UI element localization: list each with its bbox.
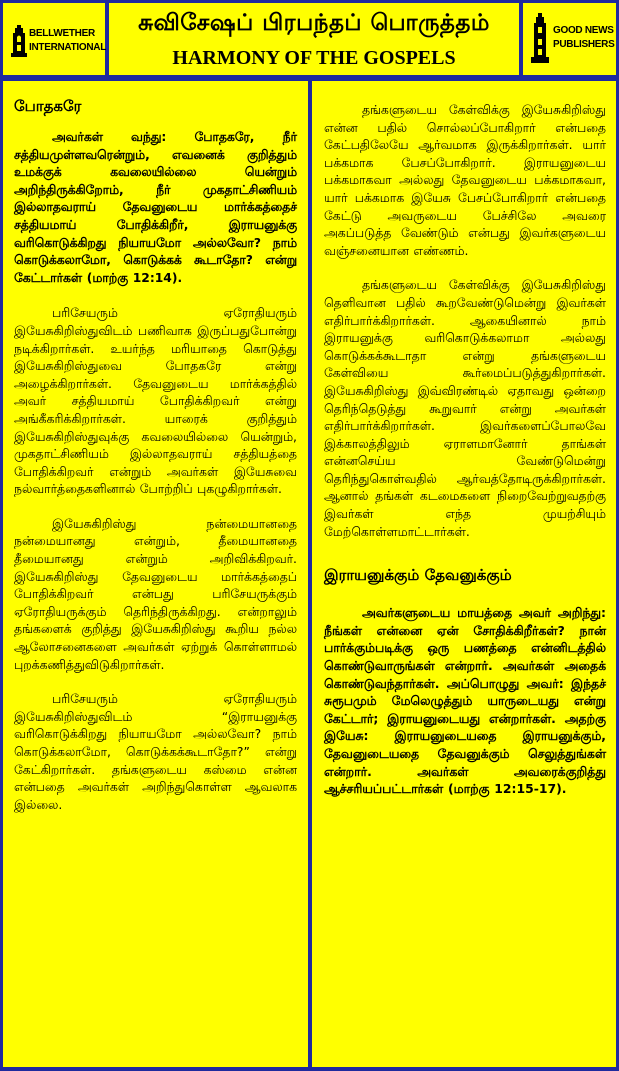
- good-news-logo-box: [523, 3, 616, 75]
- section-heading: இராயனுக்கும் தேவனுக்கும்: [324, 566, 512, 585]
- section-heading: போதகரே: [14, 97, 82, 115]
- page-header: [0, 0, 619, 79]
- scripture-quote: அவர்கள் வந்து: போதகரே, நீர் சத்தியமுள்ளவரென்றும், எவனைக் குறித்தும் உமக்குக் கவலையில்லை யென்றும் அறிந்திருக்கிறோம், நீர் முகதாட்சிணியம் இல்லாதவராய் தேவனுடைய மார்க்கத்தைச் சத்தியமாய் போதிக்கிறீர், இராயனுக்கு வரிகொடுக்கிறது நியாயமோ அல்லவோ? நாம் கொடுக்கலாமோ, கொடுக்கக் கூடாதோ? என்று கேட்டார்கள் (மாற்கு 12:14).: [14, 130, 297, 285]
- commentary-paragraph: பரிசேயரும் ஏரோதியரும் இயேசுகிறிஸ்துவிடம் பணிவாக இருப்பதுபோன்று நடிக்கிறார்கள். உயர்ந்த மரியாதை கொடுத்து இயேசுகிறிஸ்துவை போதகரே என்று அழைக்கிறார்கள். தேவனுடைய மார்க்கத்தில் அவர் சத்தியமாய் போதிக்கிறவர் என்று அங்கீகரிக்கிறார்கள். யாரைக் குறித்தும் இயேசுகிறிஸ்துவுக்கு கவலையில்லை யென்றும், முகதாட்சிணியம் இல்லாதவராய் சத்தியத்தை போதிக்கிறவர் என்றும் அவர்கள் இயேசுவை நல்வார்த்தைகளினால் போற்றிப் புகழுகிறார்கள்.: [14, 305, 297, 497]
- scripture-quote: அவர்களுடைய மாயத்தை அவர் அறிந்து: நீங்கள் என்னை ஏன் சோதிக்கிறீர்கள்? நான் பார்க்கும்படிக்கு ஒரு பணத்தை என்னிடத்தில் கொண்டுவாருங்கள் என்றார். அவர்கள் அதைக் கொண்டுவந்தார்கள். அப்பொழுது அவர்: இந்தச் சுரூபமும் மேலெழுத்தும் யாருடையது என்று கேட்டார்; இராயனுடையது என்றார்கள். அதற்கு இயேசு: இராயனுடையதை இராயனுக்கும், தேவனுடையதை தேவனுக்கும் செலுத்துங்கள் என்றார். அவர்கள் அவரைக்குறித்து ஆச்சரியப்பட்டார்கள் (மாற்கு 12:15-17).: [324, 605, 606, 797]
- left-column: [3, 81, 308, 1067]
- logo-line2: INTERNATIONAL: [29, 42, 107, 53]
- commentary-paragraph: இயேசுகிறிஸ்து நன்மையானதை நன்மையானது என்றும், தீமையானதை தீமையானது என்றும் அறிவிக்கிறவர். இயேசுகிறிஸ்து தேவனுடைய மார்க்கத்தைப் போதிக்கிறவர் என்பது பரிசேயருக்கும் ஏரோதியருக்கும் தெரிந்திருக்கிறது. என்றாலும் தங்களைக் குறித்து இயேசுகிறிஸ்து கூறிய நல்ல ஆலோசனைகளை அவர்கள் ஏற்றுக் கொள்ளாமல் புறக்கணித்துவிடுகிறார்கள்.: [14, 515, 297, 672]
- bell-tower-icon: [9, 25, 29, 57]
- logo-line1: GOOD NEWS: [553, 25, 614, 36]
- tower-icon: [529, 13, 551, 63]
- bellwether-logo: [9, 25, 106, 57]
- title-english: HARMONY OF THE GOSPELS: [172, 47, 456, 69]
- commentary-paragraph: பரிசேயரும் ஏரோதியரும் இயேசுகிறிஸ்துவிடம் “இராயனுக்கு வரிகொடுக்கிறது நியாயமோ அல்லவோ? நாம் கொடுக்கலாமோ, கொடுக்கக்கூடாதோ?” என்று கேட்கிறார்கள். தங்களுடைய கஸ்மை என்ன என்பதை அவர்கள் அறிந்துகொள்ள ஆவலாக இல்லை.: [14, 691, 297, 812]
- good-news-logo: [529, 13, 614, 63]
- commentary-paragraph: தங்களுடைய கேள்விக்கு இயேசுகிறிஸ்து என்ன பதில் சொல்லப்போகிறார் என்பதை கேட்பதிலேயே ஆர்வமாக இருக்கிறார்கள். யார் பக்கமாக பேசப்போகிறார். இராயனுடைய பக்கமாகவா அல்லது தேவனுடைய பக்கமாகவா, யார் பக்கமாக இயேசு பேசப்போகிறார் என்பதை கேட்டு அவருடைய பேச்சிலே அவரை அகப்படுத்த வேண்டும் என்பது இவர்களுடைய வஞ்சனையான எண்ணம்.: [324, 102, 606, 258]
- commentary-paragraph: தங்களுடைய கேள்விக்கு இயேசுகிறிஸ்து தெளிவான பதில் கூறவேண்டுமென்று இவர்கள் எதிர்பார்க்கிறார்கள். ஆகையினால் நாம் இராயனுக்கு வரிகொடுக்கலாமா அல்லது கொடுக்கக்கூடாதா என்று தங்களுடைய கேள்வியை கூர்மைப்படுத்துகிறார்கள். இயேசுகிறிஸ்து இவ்விரண்டில் ஏதாவது ஒன்றை தெரிந்தெடுத்து கூறுவார் என்று அவர்கள் எதிர்பார்க்கிறார்கள். இவர்களைப்போலவே இக்காலத்திலும் ஏராளமானோர் தாங்கள் என்னசெய்ய வேண்டுமென்று தெரிந்துகொள்வதில் ஆர்வத்தோடிருக்கிறார்கள். ஆனால் தங்கள் கடமைகளை நிறைவேற்றுவதற்கு இவர்கள் எந்த முயற்சியும் மேற்கொள்ளமாட்டார்கள்.: [324, 277, 606, 539]
- title-tamil: சுவிசேஷப் பிரபந்தப் பொருத்தம்: [138, 10, 490, 36]
- title-box: [109, 3, 519, 75]
- logo-line1: BELLWETHER: [29, 28, 95, 39]
- right-column: [312, 81, 616, 1067]
- publisher-logo-box: [3, 3, 105, 75]
- logo-line2: PUBLISHERS: [553, 39, 615, 50]
